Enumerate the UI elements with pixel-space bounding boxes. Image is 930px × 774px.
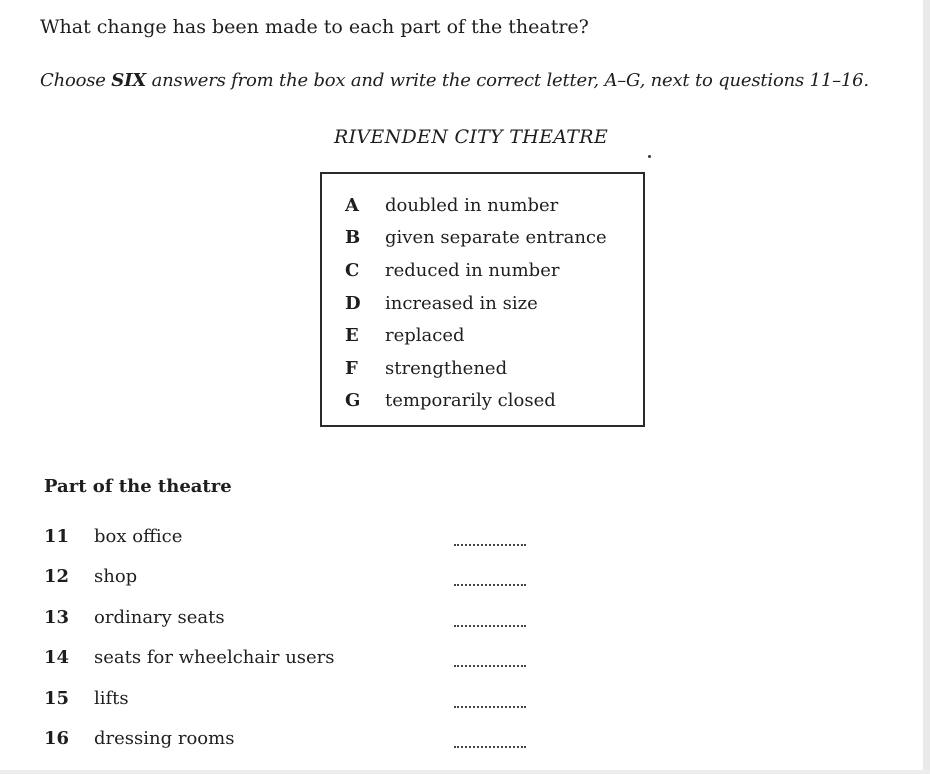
question-number: 12 [44, 566, 70, 588]
answer-blank[interactable] [454, 568, 526, 586]
instructions-text: Choose [40, 70, 112, 91]
question-row [44, 724, 644, 764]
option-item [322, 287, 643, 320]
option-text: replaced [385, 325, 465, 347]
answer-blank[interactable] [454, 730, 526, 748]
question-number: 14 [44, 647, 70, 669]
option-text: doubled in number [385, 194, 559, 216]
option-text: increased in size [385, 292, 538, 314]
question-number: 15 [44, 687, 70, 709]
box-title: RIVENDEN CITY THEATRE [334, 126, 609, 148]
question-list [44, 522, 644, 764]
option-item [322, 189, 643, 222]
question-row [44, 684, 644, 724]
question-text: lifts [94, 687, 129, 709]
page-edge-bottom [0, 770, 930, 774]
option-item [322, 222, 643, 255]
option-letter: A [345, 194, 359, 216]
option-text: reduced in number [385, 259, 560, 281]
option-item [322, 319, 643, 352]
print-speck [648, 155, 651, 158]
question-row [44, 603, 644, 643]
option-item [322, 385, 643, 418]
option-item [322, 352, 643, 385]
option-letter: D [345, 292, 361, 314]
question-text: dressing rooms [94, 727, 235, 749]
answer-blank[interactable] [454, 528, 526, 546]
question-number: 11 [44, 526, 70, 547]
answer-blank[interactable] [454, 609, 526, 627]
question-number: 16 [44, 727, 70, 749]
question-text: box office [94, 526, 183, 547]
option-item [322, 254, 643, 287]
question-text: seats for wheelchair users [94, 647, 335, 669]
option-letter: E [345, 325, 359, 347]
instructions-emphasis: SIX [111, 70, 147, 91]
option-text: given separate entrance [385, 227, 607, 249]
option-letter: G [345, 390, 361, 412]
page-edge [923, 0, 930, 774]
options-box [320, 172, 645, 427]
question-heading: What change has been made to each part of the theatre? [40, 16, 589, 38]
section-heading: Part of the theatre [44, 476, 232, 497]
answer-blank[interactable] [454, 690, 526, 708]
instructions-text-rest: answers from the box and write the correct letter, A–G, next to questions 11–16. [146, 70, 869, 91]
option-text: strengthened [385, 357, 508, 379]
instructions [40, 66, 869, 96]
option-letter: C [345, 259, 360, 281]
question-number: 13 [44, 606, 70, 628]
option-letter: B [345, 227, 361, 249]
question-text: shop [94, 566, 138, 588]
option-letter: F [345, 357, 358, 379]
question-text: ordinary seats [94, 606, 225, 628]
question-row [44, 522, 644, 562]
answer-blank[interactable] [454, 649, 526, 667]
option-text: temporarily closed [385, 390, 556, 412]
question-row [44, 562, 644, 602]
question-row [44, 643, 644, 683]
